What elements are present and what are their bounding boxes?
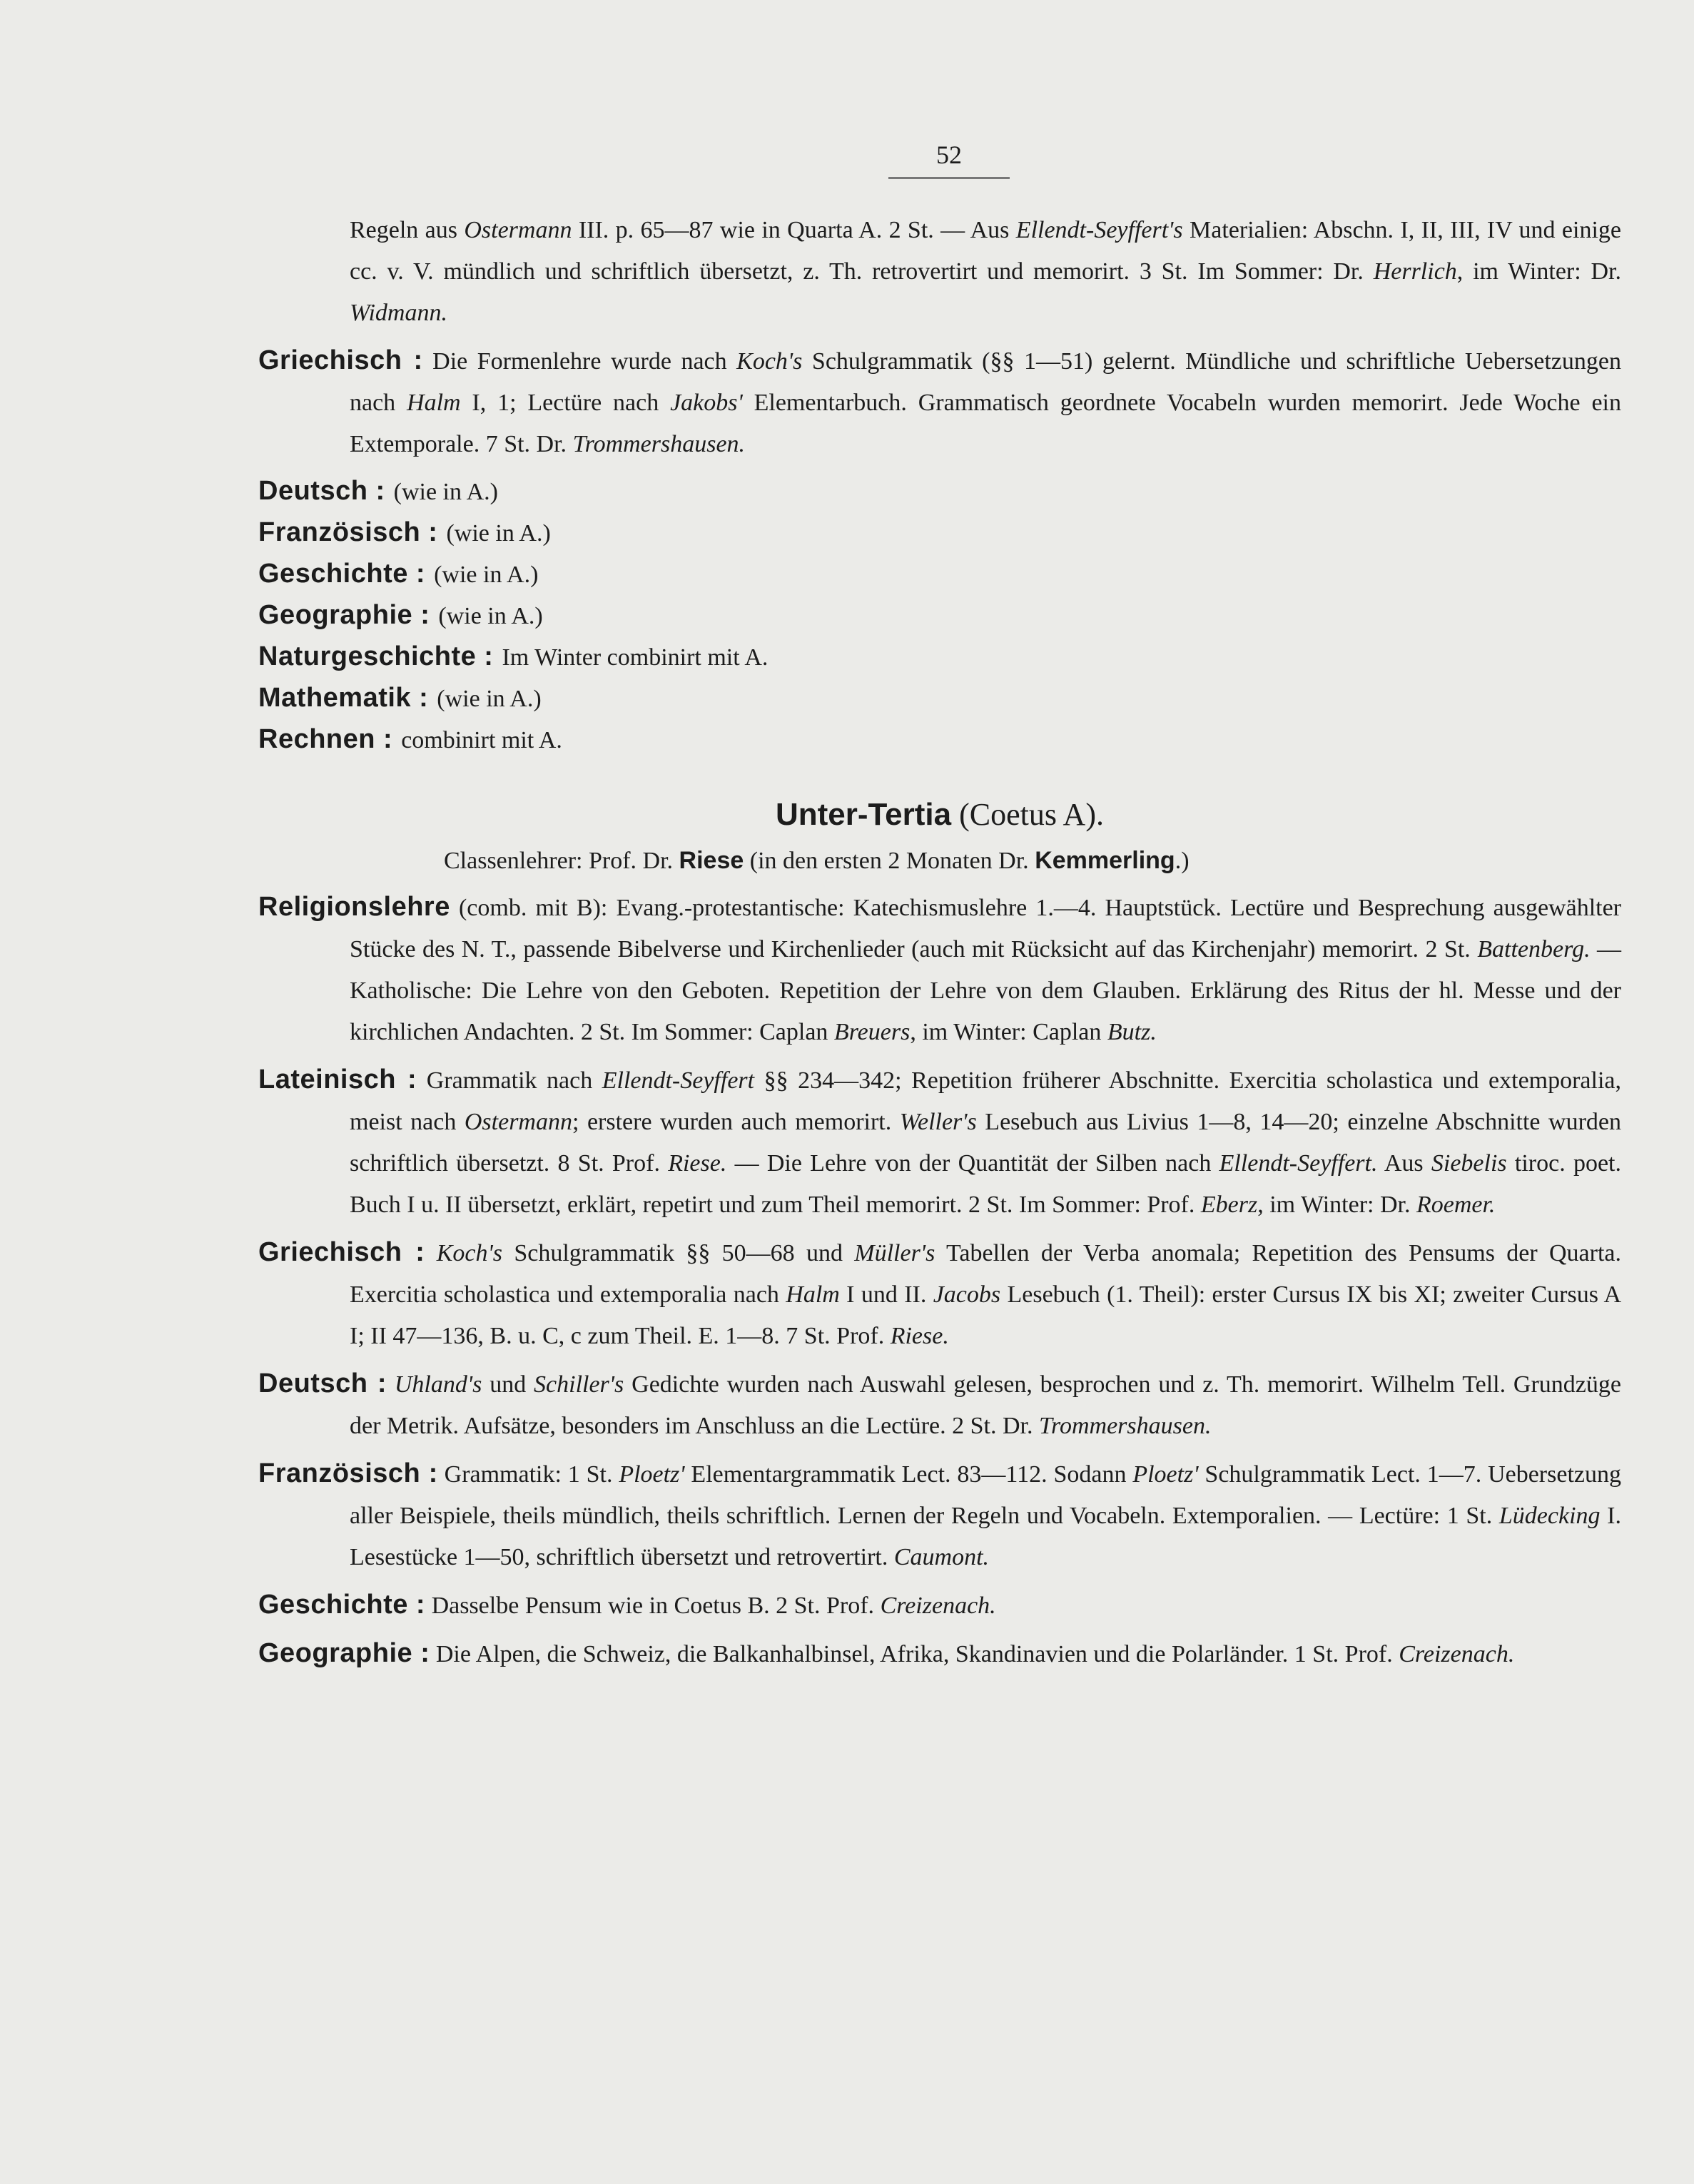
text-run: Ploetz' [1132,1461,1199,1488]
text-run: Creizenach. [1399,1641,1515,1667]
text-run: Schulgrammatik §§ 50—68 und [502,1240,855,1266]
subject-entry [258,1059,1621,1226]
subject-note: (wie in A.) [393,479,498,505]
text-run: — Katholische: Die Lehre von den Geboten. Repetition der Lehre von dem Glauben. Erklärung des Ritus der hl. Messe und der kirchlichen Andachten. 2 St. Im Sommer: Caplan [350,936,1622,1045]
text-run: , im Winter: Caplan [910,1019,1107,1045]
subject-heading: Deutsch : [258,476,385,506]
text-run: Jakobs' [670,390,743,416]
subject-note: (wie in A.) [437,686,542,712]
text-run: Halm [407,390,461,416]
text-run: (comb. mit B): Evang.-protestantische: Katechismuslehre 1.—4. Hauptstück. Lectüre und Besprechung ausgewählter Stücke des N. T., passende Bibelverse und Kirchenlieder (auch mit Rücksicht auf das Kirchenjahr) memorirt. 2 St. [350,895,1621,963]
text-run: Battenberg. [1477,936,1591,963]
text-run: Ellendt-Seyffert. [1219,1150,1378,1177]
text-run: Butz. [1107,1019,1157,1045]
text-run: Grammatik nach [426,1067,602,1094]
subject-short-line [258,678,1621,719]
subject-note: combinirt mit A. [401,727,562,753]
text-run: III. p. 65—87 wie in Quarta A. 2 St. — Aus [572,217,1016,243]
text-run: Ellendt-Seyffert [602,1067,755,1094]
subject-entry-body [258,1231,1621,1357]
text-run: Classenlehrer: Prof. Dr. [444,848,679,874]
subject-heading: Griechisch : [258,345,423,375]
subject-short-list [258,471,1621,761]
text-run: Die Formenlehre wurde nach [432,348,737,375]
page-number: 52 [936,141,962,169]
subject-list-quarta-b [258,340,1621,465]
text-run: Schulgrammatik Lect. 1—7. Uebersetzung aller Beispiele, theils mündlich, theils schriftlich. Lernen der Regeln und Vocabeln. Extemporalien. — Lectüre: 1 St. [350,1461,1621,1529]
text-run: Materialien: Abschn. I, II, III, IV und einige cc. v. V. mündlich und schriftlich übersetzt, z. Th. retrovertirt und memorirt. 3 St. Im Sommer: Dr. [350,217,1621,285]
subject-entry-body [258,1584,1621,1627]
subject-entry [258,340,1621,465]
subject-heading: Französisch : [258,1458,438,1488]
subject-entry [258,1453,1621,1578]
subject-entry [258,1231,1621,1357]
subject-heading: Mathematik : [258,683,429,713]
text-run: Ostermann [464,217,572,243]
text-run: Eberz [1200,1192,1258,1218]
subject-heading: Geographie : [258,1638,430,1668]
text-run: Roemer. [1416,1192,1496,1218]
subject-entry-body [258,340,1621,465]
text-run: Aus [1377,1150,1431,1177]
subject-heading: Religionslehre [258,892,450,922]
section-title [258,796,1621,833]
subject-heading: Geschichte : [258,559,426,589]
subject-heading: Deutsch : [258,1368,387,1398]
subject-note: Im Winter combinirt mit A. [502,644,769,671]
text-run: Trommershausen. [1038,1413,1212,1439]
text-run: Elementargrammatik Lect. 83—112. Sodann [684,1461,1133,1488]
subject-list-unter-tertia [258,886,1621,1675]
text-run: und [482,1371,534,1398]
subject-heading: Rechnen : [258,724,393,754]
text-run: , im Winter: Dr. [1456,258,1622,285]
text-run: Koch's [436,1240,503,1266]
text-run: Riese. [890,1323,949,1349]
subject-short-line [258,471,1621,512]
text-run: , im Winter: Dr. [1257,1192,1416,1218]
text-run: (in den ersten 2 Monaten Dr. [744,848,1035,874]
text-run: ; erstere wurden auch memorirt. [572,1109,900,1135]
subject-note: (wie in A.) [434,562,539,588]
subject-entry [258,1632,1621,1675]
text-run: Grammatik: 1 St. [444,1461,619,1488]
continuation-paragraph [258,210,1621,334]
text-run: .) [1175,848,1190,874]
subject-short-line [258,636,1621,678]
continuation-text [258,210,1621,334]
text-run: Uhland's [394,1371,482,1398]
subject-entry-body [258,1363,1621,1447]
text-run: Kemmerling [1035,847,1175,874]
text-run: I. Lesestücke 1—50, schriftlich übersetzt und retrovertirt. [350,1503,1621,1570]
text-run: Lesebuch (1. Theil): erster Cursus IX bis XI; zweiter Cursus A I; II 47—136, B. u. C, c zum Theil. E. 1—8. 7 St. Prof. [350,1281,1621,1349]
text-run: Die Alpen, die Schweiz, die Balkanhalbinsel, Afrika, Skandinavien und die Polarländer. 1 St. Prof. [435,1641,1399,1667]
class-teacher-line [258,840,1621,882]
section-title-bold: Unter-Tertia [776,797,952,832]
subject-note: (wie in A.) [446,520,551,547]
subject-short-line [258,554,1621,595]
text-run: Müller's [854,1240,935,1266]
text-run: Halm [786,1281,840,1308]
text-run: Widmann. [350,300,447,326]
text-run: Jacobs [933,1281,1001,1308]
subject-heading: Griechisch : [258,1237,425,1267]
subject-note: (wie in A.) [438,603,543,629]
text-run: Schulgrammatik (§§ 1—51) gelernt. Mündliche und schriftliche Uebersetzungen nach [350,348,1621,416]
text-run: Weller's [899,1109,977,1135]
text-run: I und II. [839,1281,933,1308]
text-run: Riese [679,847,744,874]
text-run: Siebelis [1431,1150,1507,1177]
subject-short-line [258,595,1621,636]
text-run: Ostermann [464,1109,572,1135]
subject-entry [258,1363,1621,1447]
text-run: Tabellen der Verba anomala; Repetition des Pensums der Quarta. Exercitia scholastica und extemporalia nach [350,1240,1621,1308]
text-run: Trommershausen. [572,431,746,457]
subject-entry-body [258,886,1621,1053]
text-run: Caumont. [893,1544,990,1570]
text-run: — Die Lehre von der Quantität der Silben nach [726,1150,1219,1177]
text-run: Schiller's [534,1371,624,1398]
text-run: Regeln aus [350,217,465,243]
subject-heading: Französisch : [258,517,438,547]
text-run: Breuers [833,1019,911,1045]
page-content [258,210,1621,1681]
text-run: tiroc. poet. Buch I u. II übersetzt, erklärt, repetirt und zum Theil memorirt. 2 St. Im Sommer: Prof. [350,1150,1621,1218]
page-number-rule [888,177,1010,179]
subject-short-line [258,719,1621,761]
text-run: Koch's [736,348,803,375]
text-run: Dasselbe Pensum wie in Coetus B. 2 St. Prof. [431,1593,881,1619]
section-title-rest: (Coetus A). [951,797,1104,832]
text-run: Elementarbuch. Grammatisch geordnete Vocabeln wurden memorirt. Jede Woche ein Extemporale. 7 St. Dr. [350,390,1621,457]
text-run: Gedichte wurden nach Auswahl gelesen, besprochen und z. Th. memorirt. Wilhelm Tell. Grundzüge der Metrik. Aufsätze, besonders im Anschluss an die Lectüre. 2 St. Dr. [350,1371,1621,1439]
text-run: §§ 234—342; Repetition früherer Abschnitte. Exercitia scholastica und extemporalia, meist nach [350,1067,1622,1135]
text-run: Herrlich [1373,258,1457,285]
subject-entry-body [258,1059,1621,1226]
subject-heading: Naturgeschichte : [258,641,494,671]
subject-heading: Geschichte : [258,1590,426,1620]
text-run: Lesebuch aus Livius 1—8, 14—20; einzelne Abschnitte wurden schriftlich übersetzt. 8 St. Prof. [350,1109,1621,1177]
subject-entry-body [258,1453,1621,1578]
subject-entry [258,886,1621,1053]
subject-short-line [258,512,1621,554]
text-run: I, 1; Lectüre nach [460,390,671,416]
text-run: Ploetz' [619,1461,685,1488]
text-run: Lüdecking [1498,1503,1601,1529]
text-run: Creizenach. [880,1593,996,1619]
text-run: Riese. [668,1150,727,1177]
subject-heading: Geographie : [258,600,430,630]
subject-entry-body [258,1632,1621,1675]
text-run: Ellendt-Seyffert's [1015,217,1183,243]
subject-heading: Lateinisch : [258,1065,417,1094]
subject-entry [258,1584,1621,1627]
